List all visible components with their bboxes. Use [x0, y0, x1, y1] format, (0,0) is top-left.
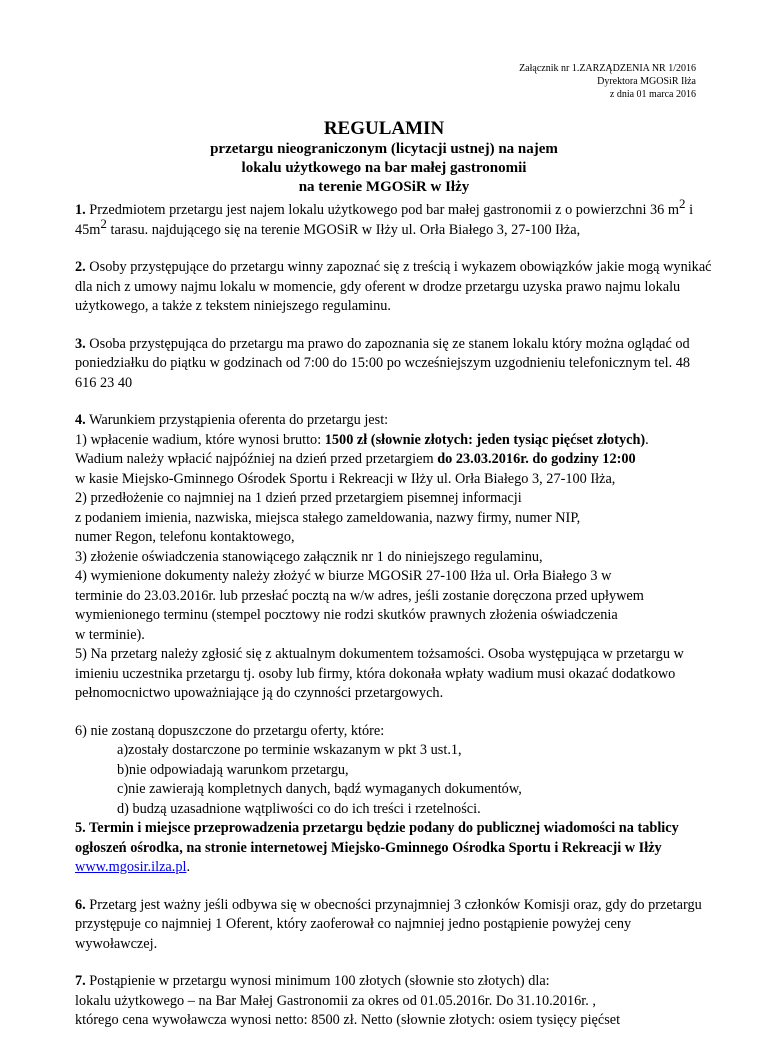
exclusion-a: a)zostały dostarczone po terminie wskazanym w pkt 3 ust.1,: [117, 742, 462, 758]
section-text: którego cena wywoławcza wynosi netto: 8500 zł. Netto (słownie złotych: osiem tysięcy pięćset: [75, 1012, 621, 1028]
exclusion-c: c)nie zawierają kompletnych danych, bądź wymaganych dokumentów,: [117, 781, 522, 797]
condition-1: 1) wpłacenie wadium, które wynosi brutto:: [75, 431, 325, 448]
section-6: [75, 896, 715, 955]
section-text: tarasu. najdującego się na terenie MGOSiR w Iłży ul. Orła Białego 3, 27-100 Iłża,: [106, 221, 581, 238]
condition-4-text: w terminie).: [75, 626, 145, 643]
section-7: [75, 972, 715, 1031]
subtitle-line: przetargu nieograniczonym (licytacji ustnej) na najem: [210, 141, 558, 157]
condition-4-text: wymienionego terminu (stempel pocztowy nie rodzi skutków prawnych złożenia oświadczenia: [75, 607, 618, 623]
condition-2-text: z podaniem imienia, nazwiska, miejsca stałego zameldowania, nazwy firmy, numer NIP,: [75, 509, 581, 526]
superscript: 2: [679, 196, 686, 212]
document-body: [75, 196, 715, 1049]
condition-3: 3) złożenie oświadczenia stanowiącego załącznik nr 1 do niniejszego regulaminu,: [75, 548, 543, 565]
condition-5: 5) Na przetarg należy zgłosić się z aktualnym dokumentem tożsamości. Osoba występująca w przetargu w imieniu uczestnika przetargu tj. osoby lub firmy, która dokonała wpłaty wadium musi okazać dodatkowo pełnomocnictwo upoważniające ją do czynności przetargowych.: [75, 646, 684, 701]
section-4-exclusions: [75, 722, 715, 820]
condition-6: 6) nie zostaną dopuszczone do przetargu oferty, które:: [75, 722, 385, 739]
deposit-amount: 1500 zł (słownie złotych: jeden tysiąc pięćset złotych): [324, 431, 646, 448]
condition-2-text: numer Regon, telefonu kontaktowego,: [75, 529, 295, 545]
punctuation: .: [186, 859, 191, 875]
section-text: Osoba przystępująca do przetargu ma prawo do zapoznania się ze stanem lokalu który można oglądać od poniedziałku do piątku w godzinach od 7:00 do 15:00 po wcześniejszym uzgodnieniu telefonicznym tel. 48 616 23 40: [75, 335, 691, 391]
section-number: 1.: [75, 202, 86, 218]
section-text: Przetarg jest ważny jeśli odbywa się w obecności przynajmniej 3 członków Komisji oraz, gdy do przetargu przystępuje co najmniej 1 Oferent, który zaoferował co najmniej jedno postąpienie powyżej ceny wywoławczej.: [75, 896, 702, 952]
section-5: [75, 819, 715, 878]
website-link[interactable]: www.mgosir.ilza.pl: [75, 859, 187, 875]
section-number: 3.: [75, 335, 86, 352]
deposit-place: w kasie Miejsko-Gminnego Ośrodek Sportu i Rekreacji w Iłży ul. Orła Białego 3, 27-100 Iłża,: [75, 470, 616, 487]
attachment-note: [519, 62, 696, 101]
section-number: 4.: [75, 412, 86, 428]
document-title: REGULAMIN: [323, 118, 445, 139]
exclusion-d: d) budzą uzasadnione wątpliwości co do ich treści i rzetelności.: [117, 800, 481, 817]
condition-2: 2) przedłożenie co najmniej na 1 dzień przed przetargiem pisemnej informacji: [75, 490, 522, 506]
section-text: Przedmiotem przetargu jest najem lokalu użytkowego pod bar małej gastronomii z o powierzchni 36 m: [85, 202, 680, 218]
attachment-line: Załącznik nr 1.ZARZĄDZENIA NR 1/2016: [519, 63, 696, 74]
subtitle-line: lokalu użytkowego na bar małej gastronomii: [241, 160, 527, 176]
attachment-line: Dyrektora MGOSiR Iłża: [597, 76, 696, 87]
section-number: 6.: [75, 896, 86, 913]
section-text: Termin i miejsce przeprowadzenia przetargu będzie podany do publicznej wiadomości na tablicy ogłoszeń ośrodka, na stronie internetowej Miejsko-Gminnego Ośrodka Sportu i Rekreacji w Iłży: [75, 820, 679, 856]
condition-4-text: terminie do 23.03.2016r. lub przesłać pocztą na w/w adres, jeśli zostanie doręczona przed upływem: [75, 587, 644, 604]
condition-4: 4) wymienione dokumenty należy złożyć w biurze MGOSiR 27-100 Iłża ul. Orła Białego 3 w: [75, 568, 612, 584]
section-1: [75, 196, 715, 240]
section-number: 7.: [75, 973, 86, 989]
document-subtitle: [0, 140, 768, 197]
exclusion-b: b)nie odpowiadają warunkom przetargu,: [117, 761, 349, 778]
section-text: lokalu użytkowego – na Bar Małej Gastronomii za okres od 01.05.2016r. Do 31.10.2016r. ,: [75, 992, 596, 1009]
deposit-text: Wadium należy wpłacić najpóźniej na dzień przed przetargiem: [75, 451, 438, 467]
punctuation: .: [645, 431, 649, 448]
section-text: Postąpienie w przetargu wynosi minimum 100 złotych (słownie sto złotych) dla:: [85, 973, 550, 989]
section-number: 5.: [75, 820, 86, 836]
attachment-line: z dnia 01 marca 2016: [609, 89, 696, 100]
section-3: [75, 335, 715, 394]
section-4: [75, 411, 715, 704]
section-2: [75, 258, 715, 317]
section-number: 2.: [75, 259, 86, 275]
section-text: i 45m: [75, 202, 694, 238]
subtitle-line: na terenie MGOSiR w Iłży: [298, 179, 470, 195]
section-text: Osoby przystępujące do przetargu winny zapoznać się z treścią i wykazem obowiązków jakie mogą wynikać dla nich z umowy najmu lokalu w momencie, gdy oferent w drodze przetargu uzyska prawo najmu lokalu użytkowego, a także z tekstem niniejszego regulaminu.: [75, 259, 712, 314]
superscript: 2: [100, 215, 107, 231]
deposit-deadline: do 23.03.2016r. do godziny 12:00: [437, 451, 636, 467]
section-text: Warunkiem przystąpienia oferenta do przetargu jest:: [85, 412, 389, 428]
